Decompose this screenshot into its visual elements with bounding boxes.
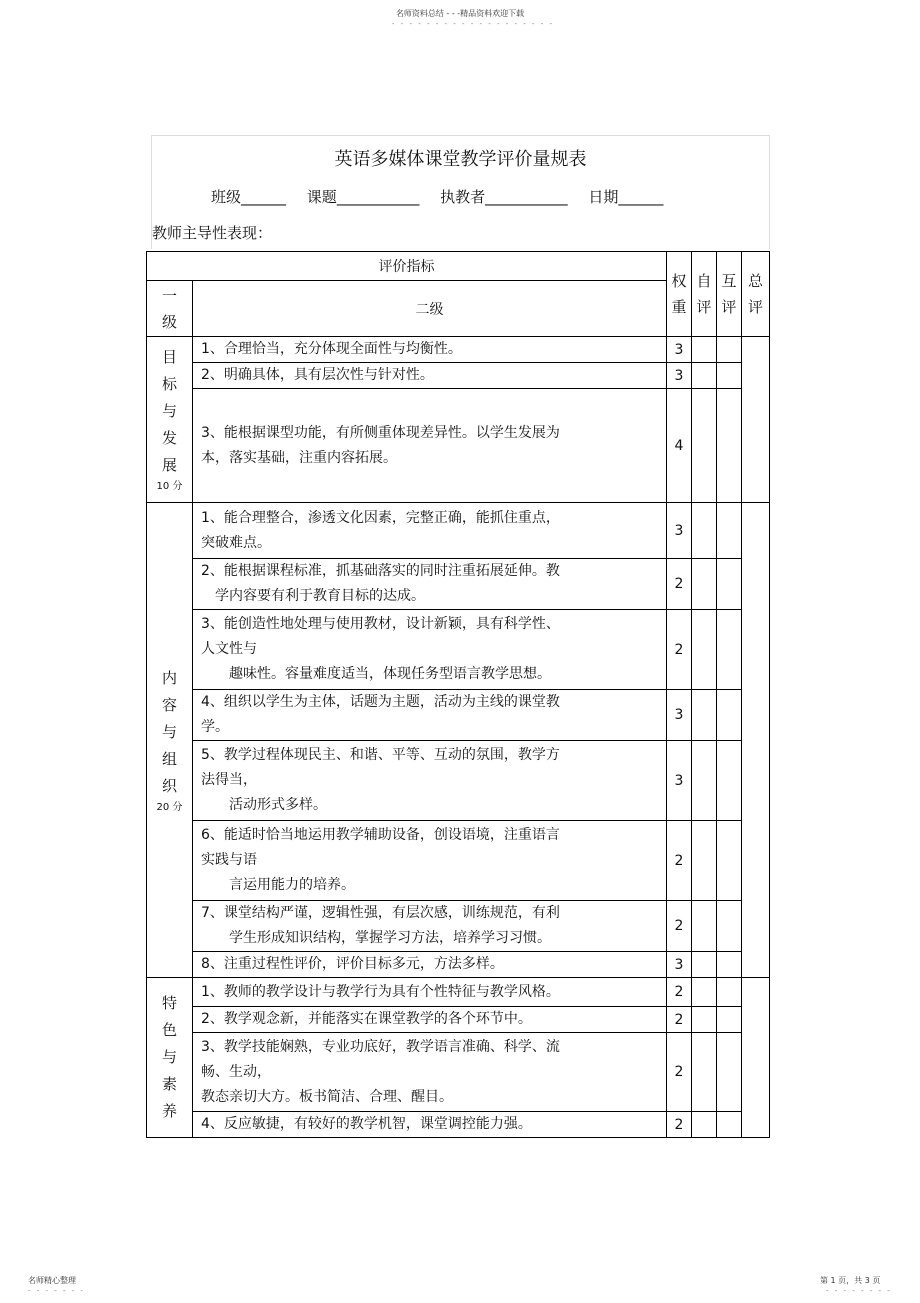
weight-header-char: 重 (671, 298, 687, 316)
level1-category-char: 织 (161, 776, 177, 795)
total-eval-cell[interactable] (742, 503, 770, 978)
self-eval-cell[interactable] (692, 741, 717, 821)
category-points: 10 分 (156, 481, 183, 492)
level1-category (147, 337, 193, 503)
weight-value: 2 (667, 978, 692, 1007)
level1-category-char: 目 (161, 348, 177, 366)
peer-eval-header (717, 252, 742, 337)
criterion-text (193, 901, 667, 952)
peer-eval-cell[interactable] (717, 690, 742, 741)
field-class-label: 班级 (211, 188, 242, 206)
weight-value: 3 (667, 363, 692, 389)
field-teacher-label: 执教者 (440, 188, 486, 206)
criterion-line: 畅、生动， (201, 1063, 271, 1080)
criterion-text (193, 1112, 667, 1138)
indicators-header: 评价指标 (147, 252, 667, 281)
table-row (147, 1007, 770, 1033)
footer-left: 名师精心整理 (28, 1276, 76, 1285)
table-row (147, 610, 770, 690)
level1-category-char: 标 (161, 375, 177, 393)
document-title: 英语多媒体课堂教学评价量规表 (334, 149, 587, 170)
field-date-blank: ______ (618, 188, 664, 206)
weight-value: 3 (667, 952, 692, 978)
criterion-text (193, 337, 667, 363)
self-eval-cell[interactable] (692, 363, 717, 389)
footer-right: 第 1 页，共 3 页 (820, 1276, 881, 1285)
peer-eval-cell[interactable] (717, 363, 742, 389)
self-eval-cell[interactable] (692, 901, 717, 952)
weight-value: 3 (667, 690, 692, 741)
peer-eval-cell[interactable] (717, 821, 742, 901)
criterion-line: 7、课堂结构严谨，逻辑性强，有层次感，训练规范，有利 (201, 905, 560, 921)
self-eval-cell[interactable] (692, 610, 717, 690)
weight-value: 2 (667, 610, 692, 690)
category-points: 20 分 (156, 801, 183, 813)
self-eval-cell[interactable] (692, 389, 717, 503)
self-eval-cell[interactable] (692, 821, 717, 901)
header-row (147, 252, 770, 281)
peer-eval-cell[interactable] (717, 610, 742, 690)
criterion-line: 实践与语 (201, 852, 257, 868)
criterion-line: 1、教师的教学设计与教学行为具有个性特征与教学风格。 (201, 983, 560, 1000)
peer-eval-header-char: 评 (721, 298, 737, 316)
level1-category-char: 色 (161, 1021, 177, 1039)
criterion-line: 6、能适时恰当地运用教学辅助设备，创设语境，注重语言 (201, 827, 560, 843)
total-eval-header-char: 评 (747, 298, 763, 316)
peer-eval-cell[interactable] (717, 952, 742, 978)
total-eval-header (742, 252, 770, 337)
criterion-text (193, 741, 667, 821)
self-eval-cell[interactable] (692, 1112, 717, 1138)
criterion-line: 2、教学观念新，并能落实在课堂教学的各个环节中。 (201, 1011, 532, 1027)
field-teacher-blank: ___________ (485, 188, 568, 206)
level1-category (147, 503, 193, 978)
page-header-text: 名师资料总结 - - -精品资料欢迎下载 (395, 9, 525, 18)
criterion-line: 学。 (201, 719, 229, 735)
level1-header-char: 一 (161, 286, 177, 305)
level1-category-char: 与 (161, 722, 177, 741)
criterion-text (193, 1033, 667, 1112)
level2-header: 二级 (193, 281, 667, 337)
rubric-table (146, 251, 770, 1138)
level1-category (147, 978, 193, 1138)
level1-category-char: 与 (161, 402, 177, 420)
self-eval-cell[interactable] (692, 337, 717, 363)
criterion-line: 学内容要有利于教育目标的达成。 (215, 588, 425, 604)
table-row (147, 741, 770, 821)
form-fields (211, 186, 663, 207)
self-eval-header-char: 自 (696, 272, 712, 290)
peer-eval-cell[interactable] (717, 978, 742, 1007)
self-eval-cell[interactable] (692, 503, 717, 559)
peer-eval-cell[interactable] (717, 741, 742, 821)
peer-eval-cell[interactable] (717, 901, 742, 952)
criterion-text (193, 952, 667, 978)
level1-header (147, 281, 193, 337)
weight-value: 3 (667, 741, 692, 821)
level1-category-char: 组 (161, 749, 177, 768)
table-row (147, 1033, 770, 1112)
criterion-line: 法得当， (201, 772, 257, 788)
self-eval-header-char: 评 (696, 298, 712, 316)
field-date-label: 日期 (588, 188, 619, 206)
weight-value: 2 (667, 901, 692, 952)
criterion-line: 1、合理恰当，充分体现全面性与均衡性。 (201, 341, 462, 357)
criterion-line: 3、教学技能娴熟，专业功底好，教学语言准确、科学、流 (201, 1038, 560, 1055)
weight-value: 2 (667, 559, 692, 610)
table-row (147, 559, 770, 610)
self-eval-cell[interactable] (692, 952, 717, 978)
criterion-line: 3、能创造性地处理与使用教材，设计新颖，具有科学性、 (201, 616, 560, 632)
weight-value: 2 (667, 1112, 692, 1138)
criterion-line: 2、明确具体，具有层次性与针对性。 (201, 367, 434, 383)
self-eval-cell[interactable] (692, 690, 717, 741)
criterion-text (193, 978, 667, 1007)
criterion-line: 突破难点。 (201, 534, 271, 551)
peer-eval-cell[interactable] (717, 1007, 742, 1033)
level1-category-char: 内 (161, 668, 177, 687)
self-eval-cell[interactable] (692, 978, 717, 1007)
criterion-line: 学生形成知识结构，掌握学习方法，培养学习习惯。 (229, 930, 551, 946)
weight-header-char: 权 (671, 272, 687, 290)
criterion-text (193, 559, 667, 610)
level1-category-char: 展 (161, 456, 177, 474)
criterion-line: 人文性与 (201, 641, 257, 657)
self-eval-header (692, 252, 717, 337)
level1-category-char: 与 (161, 1048, 177, 1066)
field-topic-blank: ___________ (336, 188, 420, 206)
criterion-text (193, 1007, 667, 1033)
criterion-line: 本，落实基础，注重内容拓展。 (201, 449, 397, 466)
criterion-line: 教态亲切大方。板书简洁、合理、醒目。 (201, 1088, 453, 1105)
weight-value: 2 (667, 1033, 692, 1112)
table-row (147, 901, 770, 952)
peer-eval-cell[interactable] (717, 389, 742, 503)
level1-category-char: 容 (161, 695, 177, 714)
section-subheading: 教师主导性表现： (152, 224, 273, 242)
field-class-blank: ______ (241, 188, 287, 206)
total-eval-cell[interactable] (742, 978, 770, 1138)
peer-eval-cell[interactable] (717, 559, 742, 610)
peer-eval-cell[interactable] (717, 1033, 742, 1112)
self-eval-cell[interactable] (692, 559, 717, 610)
criterion-text (193, 690, 667, 741)
weight-value: 4 (667, 389, 692, 503)
table-row (147, 1112, 770, 1138)
self-eval-cell[interactable] (692, 1033, 717, 1112)
weight-header (667, 252, 692, 337)
peer-eval-header-char: 互 (721, 272, 737, 290)
criterion-line: 8、注重过程性评价，评价目标多元，方法多样。 (201, 956, 504, 972)
criterion-line: 3、能根据课型功能，有所侧重体现差异性。以学生发展为 (201, 424, 560, 441)
weight-value: 2 (667, 821, 692, 901)
weight-value: 2 (667, 1007, 692, 1033)
criterion-text (193, 503, 667, 559)
level1-category-char: 素 (161, 1075, 177, 1093)
total-eval-header-char: 总 (747, 272, 763, 290)
criterion-text (193, 363, 667, 389)
table-row (147, 821, 770, 901)
level1-category-char: 发 (161, 429, 177, 447)
self-eval-cell[interactable] (692, 1007, 717, 1033)
criterion-text (193, 389, 667, 503)
criterion-line: 4、反应敏捷，有较好的教学机智，课堂调控能力强。 (201, 1116, 532, 1132)
criterion-line: 5、教学过程体现民主、和谐、平等、互动的氛围，教学方 (201, 747, 560, 763)
criterion-line: 2、能根据课程标准，抓基础落实的同时注重拓展延伸。教 (201, 563, 560, 579)
footer-right-dots: - - - - - - - - (826, 1287, 892, 1295)
weight-value: 3 (667, 503, 692, 559)
level1-header-char: 级 (161, 312, 177, 331)
table-row (147, 978, 770, 1007)
criterion-line: 趣味性。容量难度适当，体现任务型语言教学思想。 (229, 666, 551, 682)
total-eval-cell[interactable] (742, 337, 770, 503)
table-row (147, 690, 770, 741)
footer-left-dots: - - - - - - - (28, 1287, 86, 1295)
level1-category-char: 养 (161, 1102, 177, 1120)
table-row (147, 389, 770, 503)
peer-eval-cell[interactable] (717, 503, 742, 559)
criterion-line: 1、能合理整合，渗透文化因素，完整正确，能抓住重点， (201, 509, 560, 526)
criterion-text (193, 821, 667, 901)
table-row (147, 952, 770, 978)
peer-eval-cell[interactable] (717, 1112, 742, 1138)
table-row (147, 503, 770, 559)
peer-eval-cell[interactable] (717, 337, 742, 363)
criterion-line: 活动形式多样。 (229, 797, 327, 813)
table-row (147, 337, 770, 363)
page-header-dots: - - - - - - - - - - - - - - - - - - - (392, 20, 555, 28)
weight-value: 3 (667, 337, 692, 363)
criterion-line: 言运用能力的培养。 (229, 877, 355, 893)
field-topic-label: 课题 (306, 188, 337, 206)
table-row (147, 363, 770, 389)
criterion-line: 4、组织以学生为主体，话题为主题，活动为主线的课堂教 (201, 694, 560, 710)
criterion-text (193, 610, 667, 690)
level1-category-char: 特 (161, 994, 177, 1012)
